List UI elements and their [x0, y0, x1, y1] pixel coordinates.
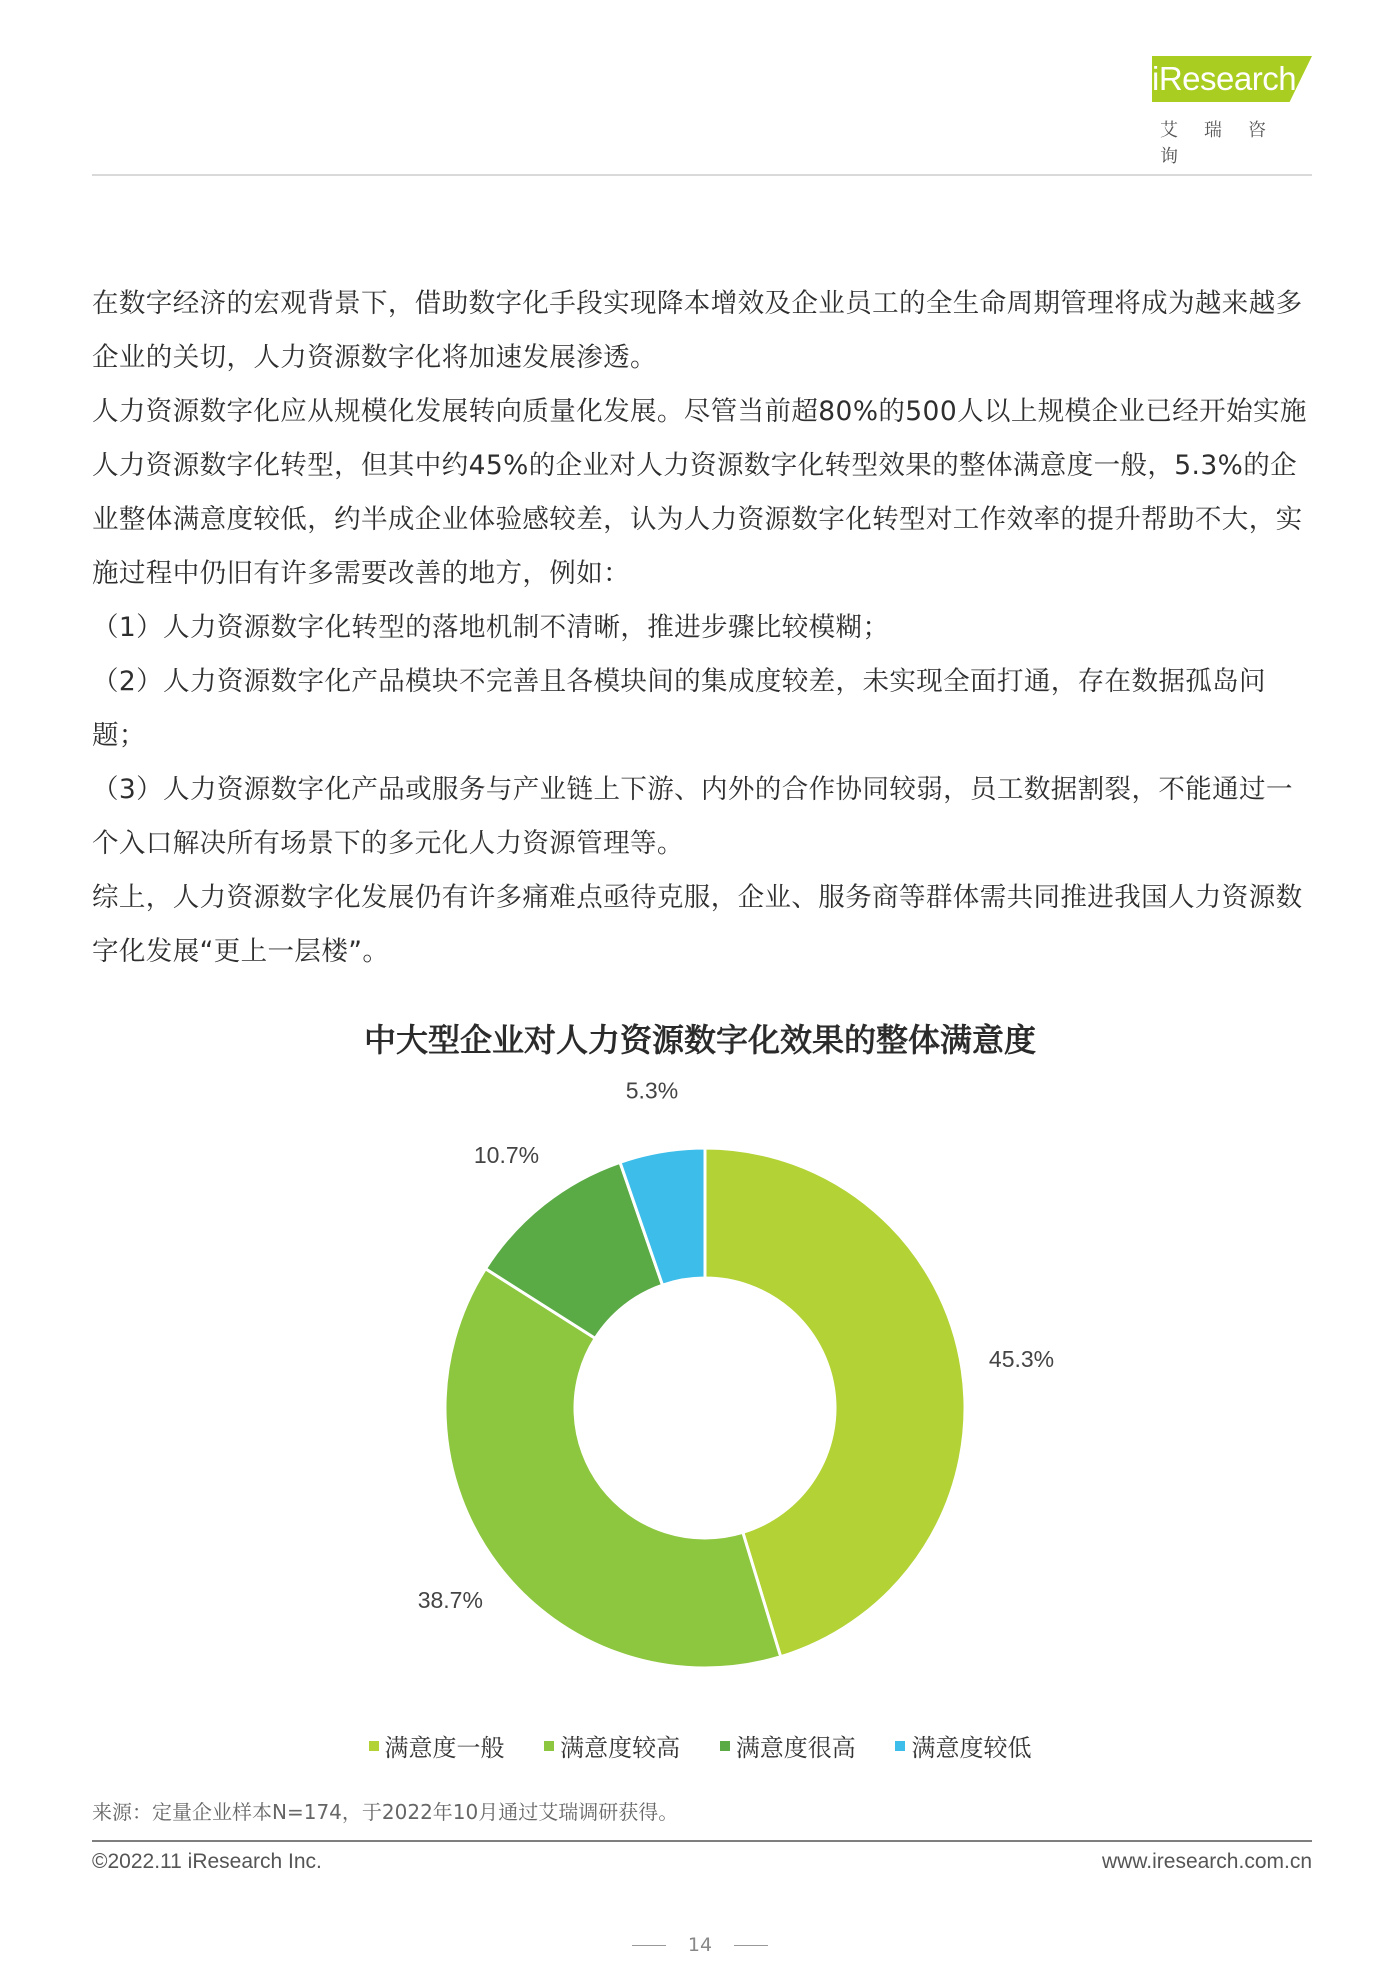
legend-swatch	[895, 1741, 905, 1751]
legend-item	[720, 1728, 856, 1763]
header-divider	[92, 174, 1312, 176]
legend-swatch	[720, 1741, 730, 1751]
source-note: 来源：定量企业样本N=174，于2022年10月通过艾瑞调研获得。	[92, 1800, 679, 1824]
legend-label: 满意度较低	[911, 1734, 1032, 1762]
copyright: ©2022.11 iResearch Inc.	[92, 1850, 322, 1873]
slice-label: 10.7%	[473, 1142, 540, 1169]
page-dash-right	[734, 1945, 768, 1946]
page-number-value: 14	[687, 1934, 713, 1956]
chart-title: 中大型企业对人力资源数字化效果的整体满意度	[363, 1021, 1036, 1059]
chart-legend	[0, 1728, 1400, 1763]
paragraph-intro: 在数字经济的宏观背景下，借助数字化手段实现降本增效及企业员工的全生命周期管理将成为越来越多企业的关切，人力资源数字化将加速发展渗透。	[92, 288, 1303, 373]
logo-chinese-name: 艾瑞咨询	[1160, 120, 1292, 167]
donut-slice	[445, 1269, 781, 1668]
iresearch-logo	[1142, 56, 1312, 167]
legend-item	[544, 1728, 680, 1763]
legend-item	[369, 1728, 505, 1763]
paragraph-conclusion: 综上，人力资源数字化发展仍有许多痛难点亟待克服，企业、服务商等群体需共同推进我国人力资源数字化发展“更上一层楼”。	[92, 882, 1303, 967]
paragraph-analysis: 人力资源数字化应从规模化发展转向质量化发展。尽管当前超80%的500人以上规模企业已经开始实施人力资源数字化转型，但其中约45%的企业对人力资源数字化转型效果的整体满意度一般，5.3%的企业整体满意度较低，约半成企业体验感较差，认为人力资源数字化转型对工作效率的提升帮助不大，实施过程中仍旧有许多需要改善的地方，例如：	[92, 396, 1307, 589]
paragraph-point-3: （3）人力资源数字化产品或服务与产业链上下游、内外的合作协同较弱，员工数据割裂，不能通过一个入口解决所有场景下的多元化人力资源管理等。	[92, 774, 1293, 859]
website-link[interactable]: www.iresearch.com.cn	[1101, 1850, 1312, 1873]
slice-label: 5.3%	[625, 1080, 679, 1104]
legend-label: 满意度很高	[735, 1734, 856, 1762]
legend-swatch	[369, 1741, 379, 1751]
logo-text: iResearch	[1152, 60, 1297, 97]
body-text	[92, 277, 1312, 979]
legend-label: 满意度较高	[560, 1734, 681, 1762]
legend-label: 满意度一般	[384, 1734, 505, 1762]
slice-label: 38.7%	[417, 1586, 483, 1613]
page-number	[0, 1934, 1400, 1956]
page-dash-left	[632, 1945, 666, 1946]
legend-item	[895, 1728, 1031, 1763]
legend-swatch	[544, 1741, 554, 1751]
paragraph-point-2: （2）人力资源数字化产品模块不完善且各模块间的集成度较差，未实现全面打通，存在数据孤岛问题；	[92, 666, 1266, 751]
footer-divider	[92, 1840, 1312, 1842]
paragraph-point-1: （1）人力资源数字化转型的落地机制不清晰，推进步骤比较模糊；	[92, 612, 890, 643]
donut-chart	[340, 1080, 1100, 1680]
slice-label: 45.3%	[988, 1346, 1055, 1372]
